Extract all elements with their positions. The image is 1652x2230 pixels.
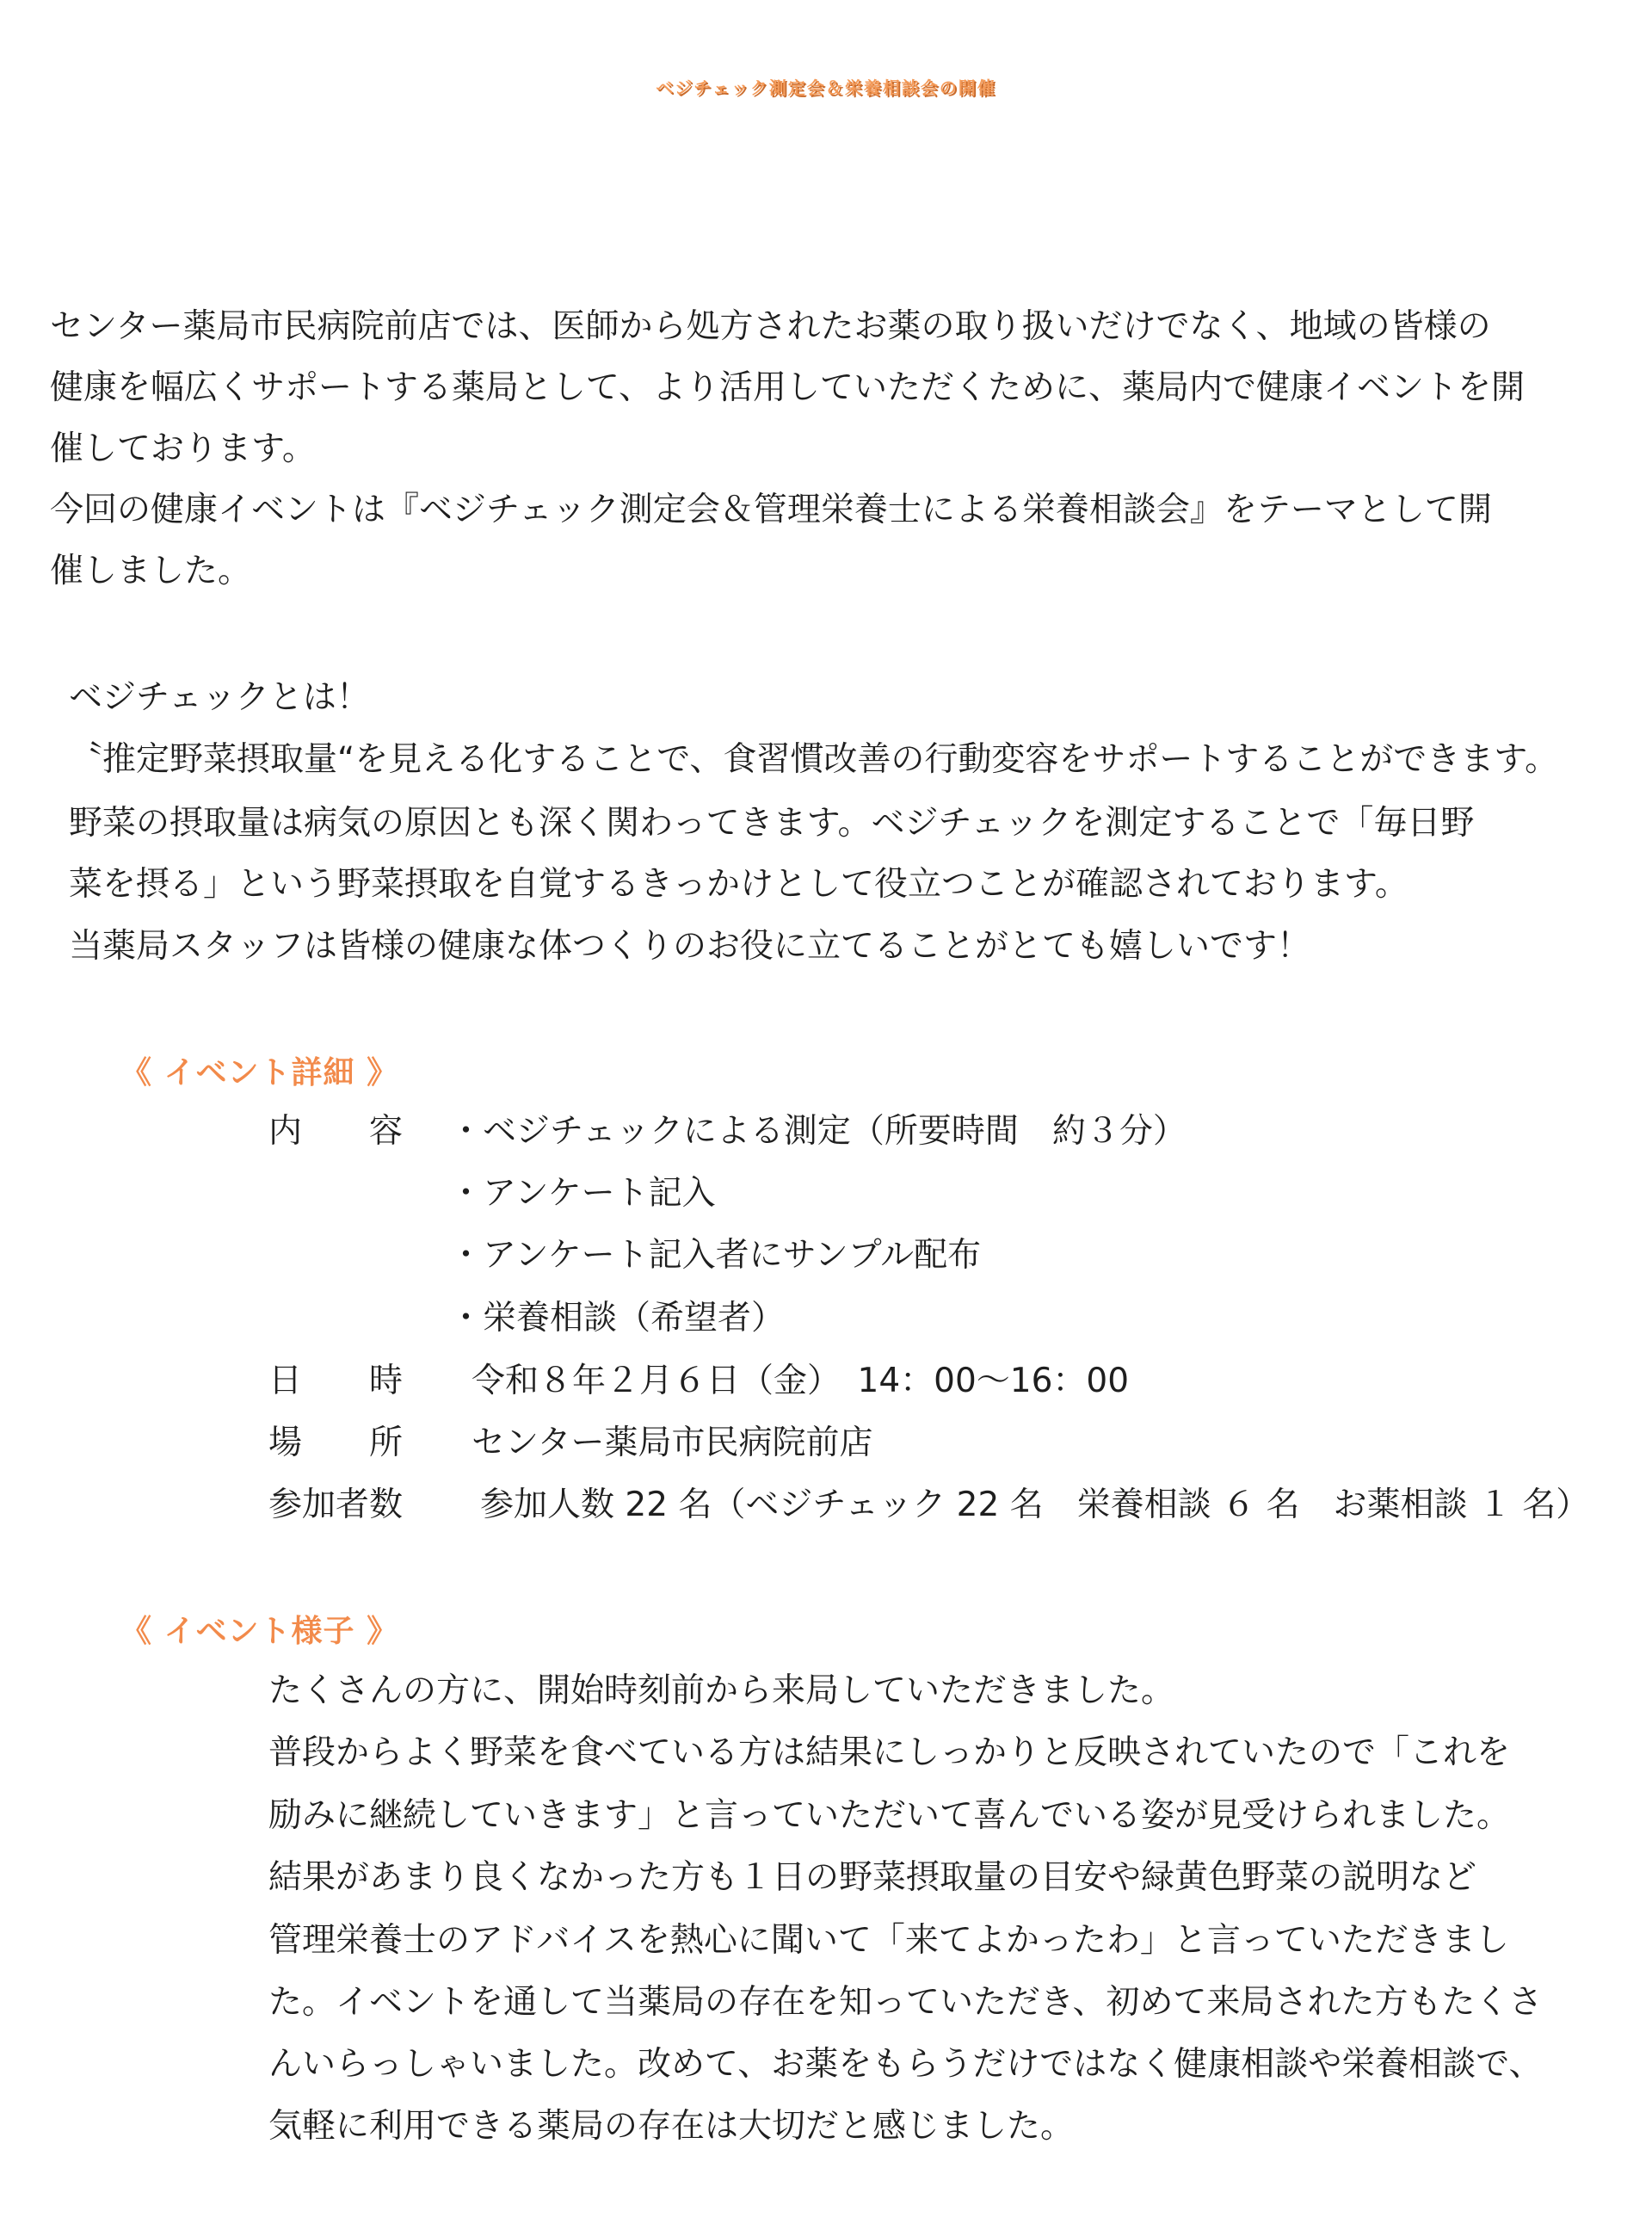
- intro-line-5: 催しました。: [50, 552, 252, 590]
- content-item-2: ・アンケート記入: [449, 1174, 716, 1213]
- datetime-label: 日 時: [268, 1362, 404, 1400]
- datetime-value: 令和８年２月６日（金） 14：00～16：00: [472, 1362, 1130, 1400]
- about-line-1: 〝推定野菜摂取量“を見える化することで、食習慣改善の行動変容をサポートすることができます。: [69, 740, 1559, 779]
- page-title: ベジチェック測定会＆栄養相談会の開催: [656, 77, 996, 98]
- content-label: 内 容: [268, 1112, 404, 1151]
- details-heading: 《 イベント詳細 》: [120, 1055, 399, 1090]
- content-item-3: ・アンケート記入者にサンプル配布: [449, 1236, 982, 1275]
- report-line-3: 励みに継続していきます」と言っていただいて喜んでいる姿が見受けられました。: [268, 1796, 1511, 1835]
- report-line-7: んいらっしゃいました。改めて、お薬をもらうだけではなく健康相談や栄養相談で、: [268, 2045, 1543, 2084]
- report-line-6: た。イベントを通して当薬局の存在を知っていただき、初めて来局された方もたくさ: [268, 1983, 1543, 2022]
- report-line-4: 結果があまり良くなかった方も１日の野菜摂取量の目安や緑黄色野菜の説明など: [268, 1858, 1477, 1897]
- report-heading: 《 イベント様子 》: [120, 1614, 399, 1649]
- about-heading: ベジチェックとは！: [69, 678, 370, 717]
- intro-line-4: 今回の健康イベントは『ベジチェック測定会＆管理栄養士による栄養相談会』をテーマとして開: [50, 491, 1492, 529]
- about-line-4: 当薬局スタッフは皆様の健康な体つくりのお役に立てることがとても嬉しいです！: [69, 927, 1311, 966]
- intro-line-1: センター薬局市民病院前店では、医師から処方されたお薬の取り扱いだけでなく、地域の皆様の: [50, 307, 1491, 346]
- about-line-3: 菜を摂る」という野菜摂取を自覚するきっかけとして役立つことが確認されております。: [69, 865, 1409, 904]
- report-line-2: 普段からよく野菜を食べている方は結果にしっかりと反映されていたので「これを: [268, 1733, 1511, 1772]
- report-line-1: たくさんの方に、開始時刻前から来局していただきました。: [268, 1671, 1175, 1710]
- report-line-5: 管理栄養士のアドバイスを熱心に聞いて「来てよかったわ」と言っていただきまし: [268, 1921, 1509, 1960]
- participants-label: 参加者数: [268, 1486, 404, 1524]
- report-line-8: 気軽に利用できる薬局の存在は大切だと感じました。: [268, 2107, 1075, 2146]
- about-line-2: 野菜の摂取量は病気の原因とも深く関わってきます。ベジチェックを測定することで「毎日野: [69, 804, 1475, 843]
- place-value: センター薬局市民病院前店: [472, 1424, 873, 1462]
- intro-line-3: 催しております。: [50, 429, 316, 468]
- participants-value: 参加人数 22 名（ベジチェック 22 名 栄養相談 ６ 名 お薬相談 １ 名）: [480, 1486, 1590, 1524]
- intro-line-2: 健康を幅広くサポートする薬局として、より活用していただくために、薬局内で健康イベントを開: [50, 368, 1526, 407]
- content-item-1: ・ベジチェックによる測定（所要時間 約３分）: [449, 1112, 1187, 1151]
- place-label: 場 所: [268, 1424, 404, 1462]
- content-item-4: ・栄養相談（希望者）: [449, 1299, 786, 1337]
